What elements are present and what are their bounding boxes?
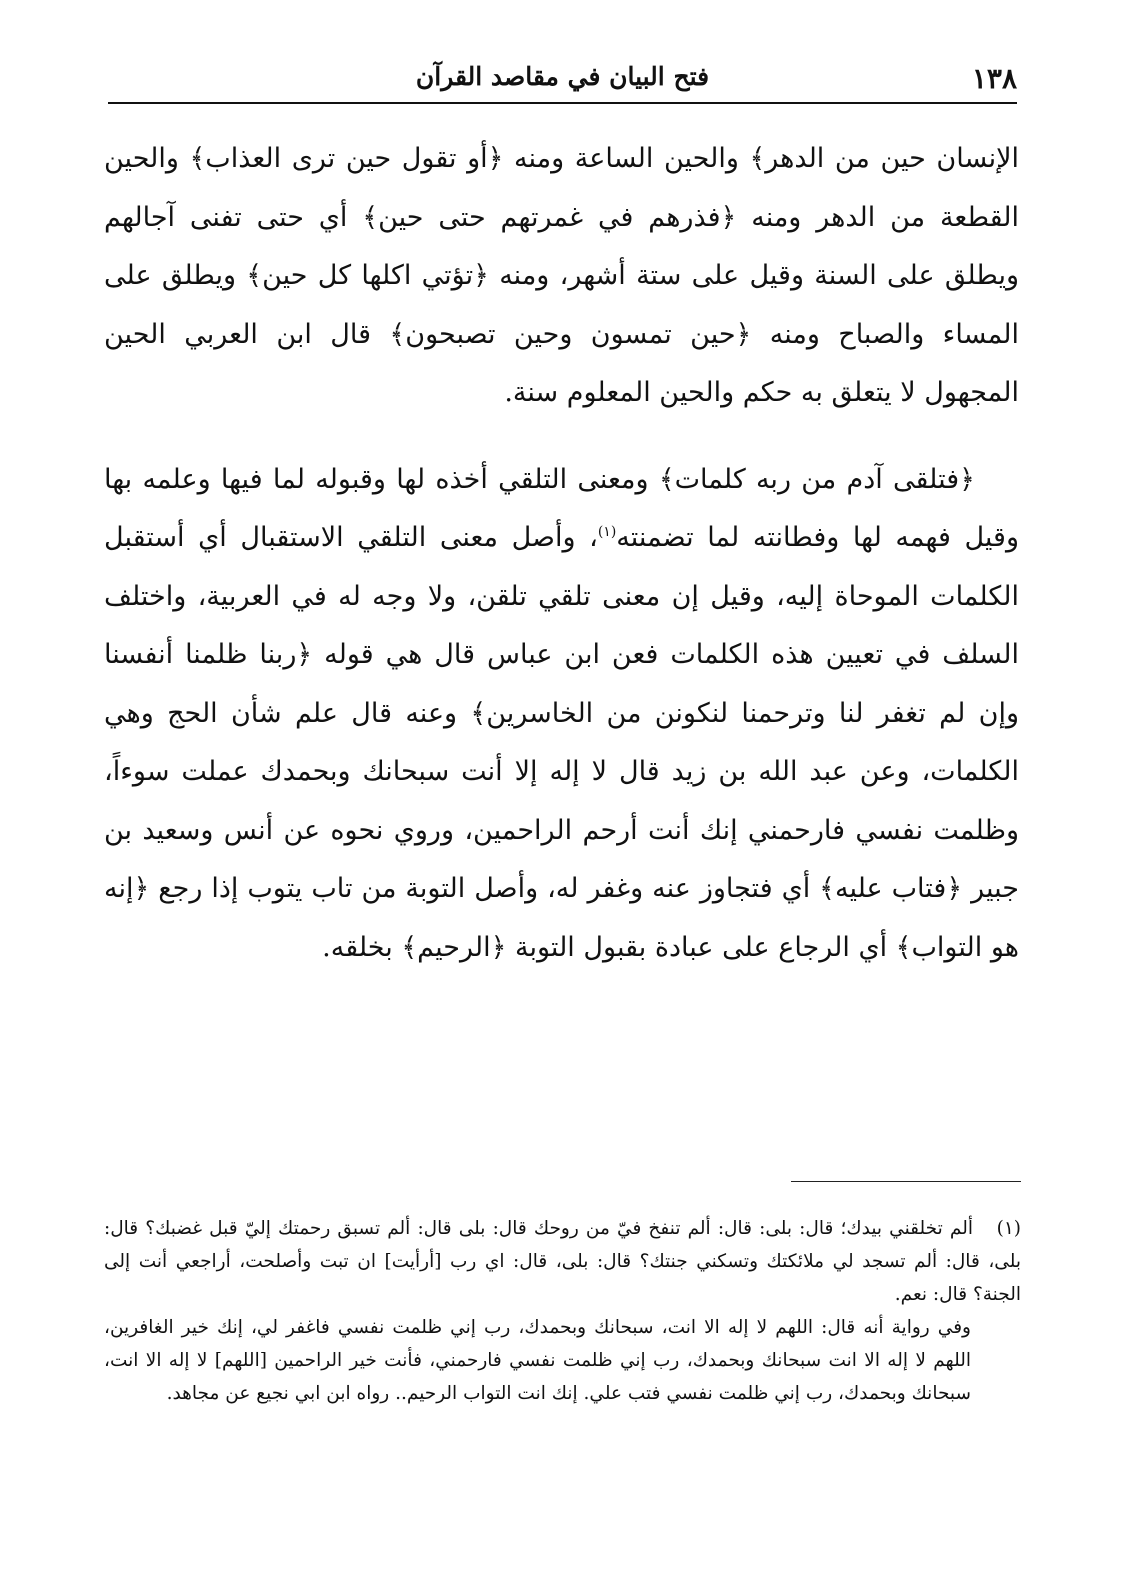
footnote-1-continuation: وفي رواية أنه قال: اللهم لا إله الا انت، سبحانك وبحمدك، رب إني ظلمت نفسي فاغفر لي، إنك خير الغافرين، اللهم لا إله الا انت سبحانك وبحمدك، رب إني ظلمت نفسي فارحمني، فأنت خير الراحمين [اللهم] لا إله الا انت، سبحانك وبحمدك، رب إني ظلمت نفسي فتب علي. إنك انت التواب الرحيم.. رواه ابن ابي نجيع عن مجاهد. xyxy=(104,1317,971,1404)
footnote-text-1: ألم تخلقني بيدك؛ قال: بلى: قال: ألم تنفخ فيّ من روحك قال: بلى قال: ألم تسبق رحمتك إليّ قبل غضبك؟ قال: بلى، قال: ألم تسجد لي ملائكتك وتسكني جنتك؟ قال: بلى، قال: اي رب [أرأيت] ان تبت وأصلحت، أراجعي أنت إلى الجنة؟ قال: نعم. xyxy=(104,1218,1021,1305)
footnote-number: (١) xyxy=(996,1218,1021,1239)
footnote-separator xyxy=(791,1181,1021,1182)
paragraph-1: الإنسان حين من الدهر﴾ والحين الساعة ومنه ﴿أو تقول حين ترى العذاب﴾ والحين القطعة من الدهر ومنه ﴿فذرهم في غمرتهم حتى حين﴾ أي حتى تفنى آجالهم ويطلق على السنة وقيل على ستة أشهر، ومنه ﴿تؤتي اكلها كل حين﴾ ويطلق على المساء والصباح ومنه ﴿حين تمسون وحين تصبحون﴾ قال ابن العربي الحين المجهول لا يتعلق به حكم والحين المعلوم سنة. xyxy=(104,143,1019,408)
footnotes xyxy=(104,1212,1021,1410)
page-header xyxy=(108,58,1017,104)
paragraph-2-text-start: ﴿فتلقى آدم من ربه كلمات﴾ ومعنى التلقي أخذه لها وقبوله لما فيها وعلمه بها وقيل فهمه لها وفطانته لما تضمنته xyxy=(104,463,1019,553)
paragraph-2-text-end: ، وأصل معنى التلقي الاستقبال أي أستقبل الكلمات الموحاة إليه، وقيل إن معنى تلقي تلقن، ولا وجه له في العربية، واختلف السلف في تعيين هذه الكلمات فعن ابن عباس قال هي قوله ﴿ربنا ظلمنا أنفسنا وإن لم تغفر لنا وترحمنا لنكونن من الخاسرين﴾ وعنه قال علم شأن الحج وهي الكلمات، وعن عبد الله بن زيد قال لا إله إلا أنت سبحانك وبحمدك عملت سوءاً، وظلمت نفسي فارحمني إنك أنت أرحم الراحمين، وروي نحوه عن أنس وسعيد بن جبير ﴿فتاب عليه﴾ أي فتجاوز عنه وغفر له، وأصل التوبة من تاب يتوب إذا رجع ﴿إنه هو التواب﴾ أي الرجاع على عبادة بقبول التوبة ﴿الرحيم﴾ بخلقه. xyxy=(104,522,1019,963)
page-number: ١٣٨ xyxy=(971,62,1017,95)
main-text xyxy=(104,130,1019,977)
paragraph-2 xyxy=(104,451,1019,978)
running-title: فتح البيان في مقاصد القرآن xyxy=(415,62,710,91)
footnote-1 xyxy=(104,1212,1021,1311)
footnote-reference: (١) xyxy=(597,524,617,540)
